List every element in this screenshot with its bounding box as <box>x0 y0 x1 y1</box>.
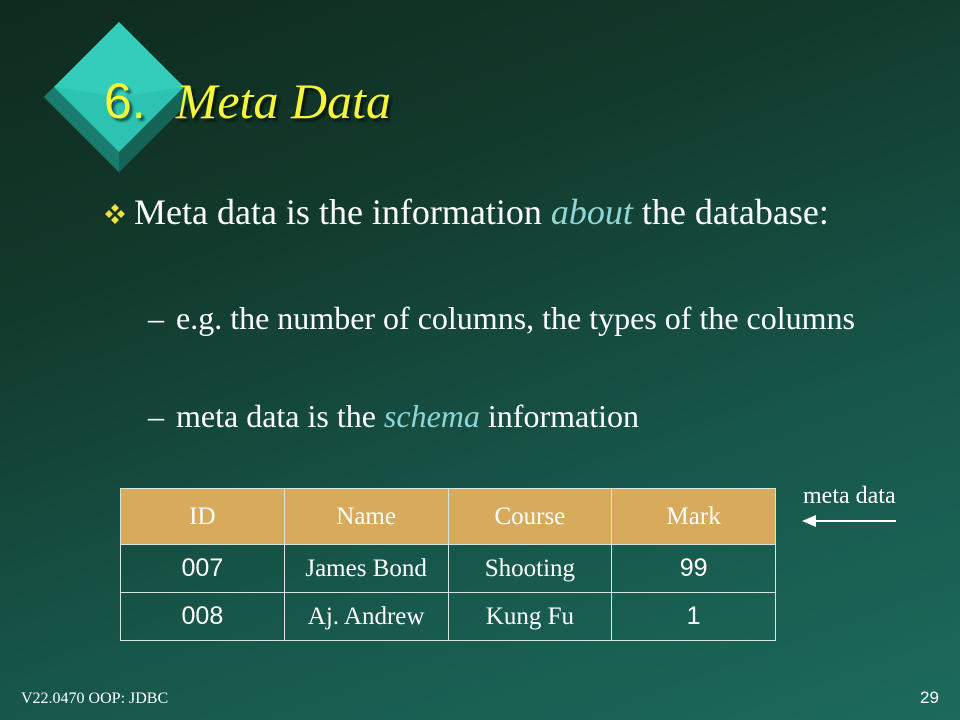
table-row <box>121 593 776 641</box>
slide-number: 29 <box>920 688 939 707</box>
meta-data-annotation: meta data <box>803 483 896 509</box>
table-cell-course: Kung Fu <box>448 593 612 641</box>
left-arrow-icon <box>800 513 900 534</box>
title-number: 6. <box>104 73 146 129</box>
title-text: Meta Data <box>175 73 391 129</box>
table-cell-id: 007 <box>121 545 285 593</box>
sub-bullet-2-suffix: information <box>479 398 639 434</box>
table-cell-course: Shooting <box>448 545 612 593</box>
table-cell-name: Aj. Andrew <box>284 593 448 641</box>
bullet-emphasis: about <box>550 192 633 232</box>
table-header-row <box>121 489 776 545</box>
footer-course-label: V22.0470 OOP: JDBC <box>21 690 169 707</box>
sub-bullet-1-text: e.g. the number of columns, the types of the columns <box>176 300 855 336</box>
dash-marker: – <box>148 398 164 434</box>
table-cell-mark: 99 <box>612 545 776 593</box>
dash-marker: – <box>148 300 164 336</box>
example-table <box>120 488 776 639</box>
sub-bullet-2-prefix: meta data is the <box>176 398 384 434</box>
student-table <box>120 488 776 641</box>
quad-diamond-bullet-icon <box>104 203 134 234</box>
header-cell-name: Name <box>284 489 448 545</box>
bullet-text-part2: the database: <box>632 192 829 232</box>
sub-bullet-2-emphasis: schema <box>383 398 480 434</box>
table-cell-mark: 1 <box>612 593 776 641</box>
sub-bullet-1 <box>148 299 868 337</box>
table-row <box>121 545 776 593</box>
bullet-text-part1: Meta data is the information <box>134 192 551 232</box>
table-cell-id: 008 <box>121 593 285 641</box>
main-bullet-text <box>134 190 829 234</box>
sub-bullet-2 <box>148 397 868 435</box>
table-cell-name: James Bond <box>284 545 448 593</box>
sub-bullet-2-text <box>176 397 639 435</box>
header-cell-id: ID <box>121 489 285 545</box>
main-bullet <box>104 190 844 234</box>
slide-title <box>104 72 391 130</box>
header-cell-mark: Mark <box>612 489 776 545</box>
header-cell-course: Course <box>448 489 612 545</box>
